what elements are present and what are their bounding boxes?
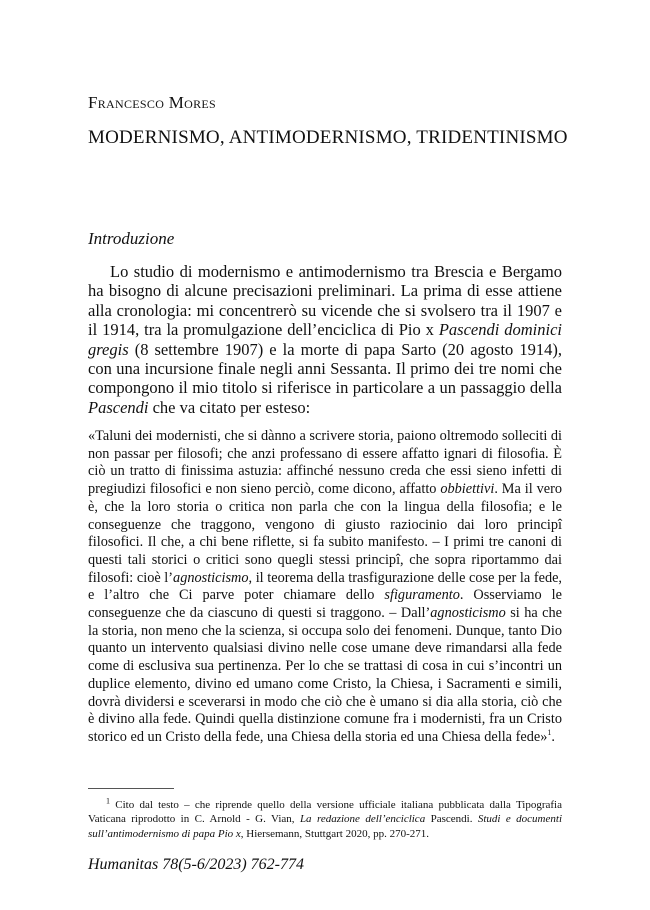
text-run: , il teorema della trasfigurazione delle cose per la fede, e l’altro che Ci parve poter chiamare dello (88, 569, 563, 604)
text-run: (8 settembre 1907) e la morte di papa Sarto (20 agosto 1914), con una incursione finale negli anni Sessanta. Il primo dei tre nomi che compongono il mio titolo si riferisce in particolare a un passaggio della (88, 339, 562, 398)
footnote (88, 798, 562, 841)
italic-run: Pascendi (88, 397, 149, 417)
text-run: . Ma il vero è, che la loro storia o critica non parla che con la lingua della filosofia; e le conseguenze che traggono, vengono di giusto raziocinio dai loro principî filosofici. Il che, a chi bene riflette, si fa subito manifesto. – I primi tre canoni di questi tali storici o critici sono quegli stessi principî, che sopra riportammo dai filosofi: cioè l’ (88, 481, 562, 586)
italic-run: La redazione dell’enciclica (299, 813, 426, 826)
italic-run: obbiettivi (440, 481, 495, 498)
text-run: Lo studio di modernismo e antimodernismo tra Brescia e Bergamo ha bisogno di alcune precisazioni preliminari. La prima di esse attiene alla cronologia: mi concentrerò su vicende che si svolsero tra il 1907 e il 1914, tra la promulgazione dell’enciclica di Pio x (88, 262, 562, 340)
article-title: MODERNISMO, ANTIMODERNISMO, TRIDENTINISMO (88, 127, 568, 148)
text-run: . (551, 728, 555, 745)
italic-run: Pascendi dominici gregis (88, 320, 562, 359)
journal-citation: Humanitas 78(5-6/2023) 762-774 (88, 856, 304, 873)
text-run: «Taluni dei modernisti, che si dànno a scrivere storia, paiono oltremodo solleciti di non passar per filosofi; che anzi professano di essere affatto ignari di filosofia. È ciò un tratto di finissima astuzia: affinché nessuno creda che essi sieno infetti di pregiudizi filosofici e non sieno perciò, come dicono, affatto (88, 428, 562, 498)
block-quote (88, 428, 562, 747)
italic-run: sfiguramento (384, 587, 460, 604)
footnote-divider (88, 788, 174, 789)
italic-run: agnosticismo (430, 605, 506, 622)
text-run: Cito dal testo – che riprende quello della versione ufficiale italiana pubblicata dalla Tipografia Vaticana riprodotto in C. Arnold - G. Vian, (88, 799, 562, 826)
text-run: , Hiersemann, Stuttgart 2020, pp. 270-271. (240, 827, 429, 840)
author-name: Francesco Mores (88, 93, 217, 112)
section-heading: Introduzione (88, 229, 175, 248)
text-run: che va citato per esteso: (148, 397, 311, 417)
intro-paragraph (88, 262, 562, 417)
italic-run: Studi e documenti sull’antimodernismo di papa Pio x (88, 813, 562, 840)
text-run: Pascendi. (425, 813, 478, 826)
footnote-reference[interactable]: 1 (547, 728, 552, 738)
italic-run: agnosticismo (173, 569, 249, 586)
text-run: . Osserviamo le conseguenze che da ciascuno di questi si traggono. – Dall’ (88, 587, 562, 622)
footnote-number: 1 (106, 796, 110, 806)
text-run: si ha che la storia, non meno che la scienza, si occupa solo dei fenomeni. Dunque, tanto Dio quanto un intervento qualsiasi divino nelle cose umane deve rimandarsi alla fede come di esclusiva sua pertinenza. Per lo che se trattasi di cosa in cui s’incontri un duplice elemento, divino ed umano come Cristo, la Chiesa, i Sacramenti e simili, dovrà dividersi e sceverarsi in modo che ciò che è umano si dia alla storia, ciò che è divino alla fede. Quindi quella distinzione comune fra i modernisti, fra un Cristo storico ed un Cristo della fede, una Chiesa della storia ed una Chiesa della fede» (88, 605, 563, 745)
